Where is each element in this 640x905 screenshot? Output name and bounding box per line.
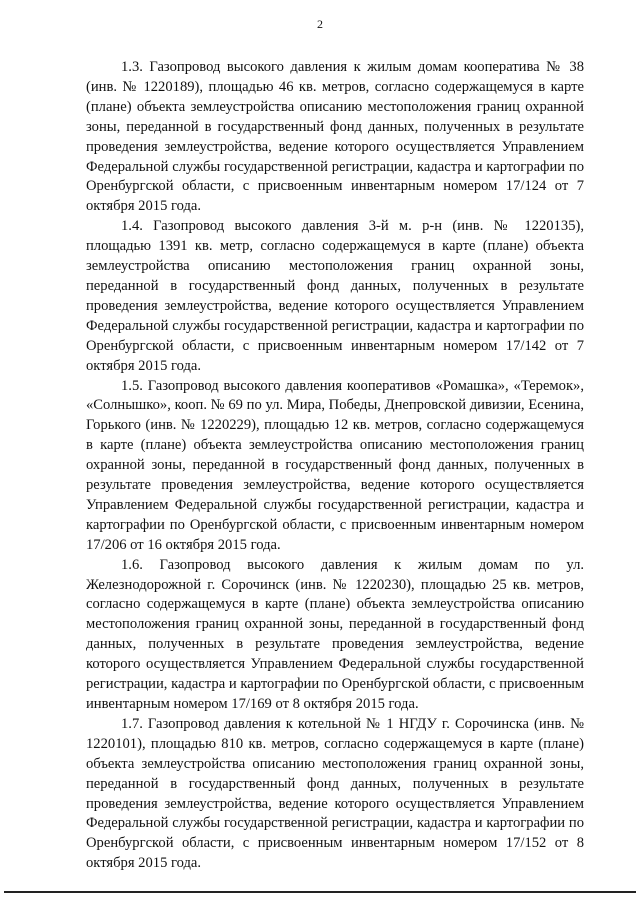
document-body	[86, 58, 584, 874]
paragraph-1-7: 1.7. Газопровод давления к котельной № 1 НГДУ г. Сорочинска (инв. № 1220101), площадью 810 кв. метров, согласно содержащемуся в карте (плане) объекта землеустройства описанию местоположения границ охранной зоны, переданной в государственный фонд данных, полученных в результате проведения землеустройства, ведение которого осуществляется Управлением Федеральной службы государственной регистрации, кадастра и картографии по Оренбургской области, с присвоенным инвентарным номером 17/152 от 8 октября 2015 года.	[86, 715, 584, 872]
paragraph-1-5: 1.5. Газопровод высокого давления кооперативов «Ромашка», «Теремок», «Солнышко», кооп. № 69 по ул. Мира, Победы, Днепровской дивизии, Есенина, Горького (инв. № 1220229), площадью 12 кв. метров, согласно содержащемуся в карте (плане) объекта землеустройства описанию местоположения границ охранной зоны, переданной в государственный фонд данных, полученных в результате проведения землеустройства, ведение которого осуществляется Управлением Федеральной службы государственной регистрации, кадастра и картографии по Оренбургской области, с присвоенным инвентарным номером 17/206 от 16 октября 2015 года.	[86, 377, 584, 553]
paragraph-1-3: 1.3. Газопровод высокого давления к жилым домам кооператива № 38 (инв. № 1220189), площадью 46 кв. метров, согласно содержащемуся в карте (плане) объекта землеустройства описанию местоположения границ охранной зоны, переданной в государственный фонд данных, полученных в результате проведения землеустройства, ведение которого осуществляется Управлением Федеральной службы государственной регистрации, кадастра и картографии по Оренбургской области, с присвоенным инвентарным номером 17/124 от 7 октября 2015 года.	[86, 59, 584, 215]
paragraph-1-6: 1.6. Газопровод высокого давления к жилым домам по ул. Железнодорожной г. Сорочинск (инв. № 1220230), площадью 25 кв. метров, согласно содержащемуся в карте (плане) объекта землеустройства описанию местоположения границ охранной зоны, переданной в государственный фонд данных, полученных в результате проведения землеустройства, ведение которого осуществляется Управлением Федеральной службы государственной регистрации, кадастра и картографии по Оренбургской области, с присвоенным инвентарным номером 17/169 от 8 октября 2015 года.	[86, 556, 584, 712]
page-number: 2	[317, 17, 323, 31]
page-bottom-rule	[4, 891, 636, 893]
paragraph-1-4: 1.4. Газопровод высокого давления 3-й м. р-н (инв. № 1220135), площадью 1391 кв. метр, согласно содержащемуся в карте (плане) объекта землеустройства описанию местоположения границ охранной зоны, переданной в государственный фонд данных, полученных в результате проведения землеустройства, ведение которого осуществляется Управлением Федеральной службы государственной регистрации, кадастра и картографии по Оренбургской области, с присвоенным инвентарным номером 17/142 от 7 октября 2015 года.	[86, 218, 584, 374]
